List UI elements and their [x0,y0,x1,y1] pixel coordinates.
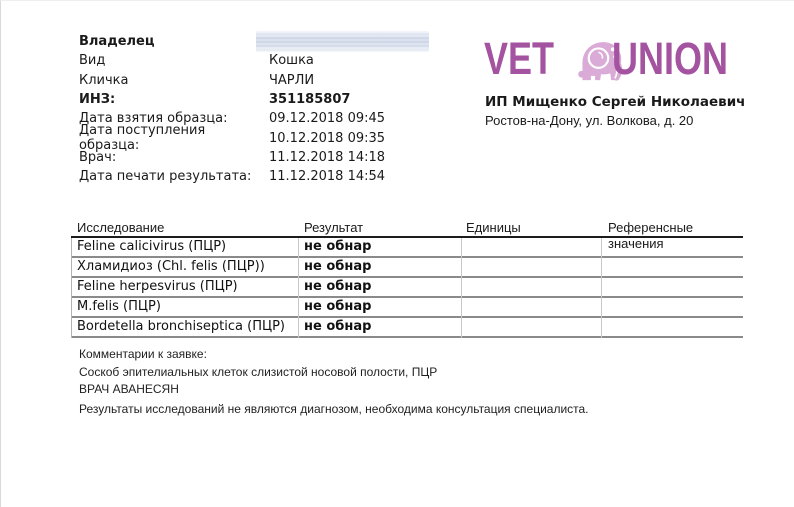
table-vline [298,238,299,338]
pet-name-label: Кличка [79,72,129,88]
doctor-label: Врач: [79,149,117,165]
comments-line-sample: Соскоб эпителиальных клеток слизистой носовой полости, ПЦР [79,364,438,379]
info-row-owner [79,32,442,51]
info-row-doctor [79,148,442,167]
col-header-units: Единицы [466,220,521,235]
info-row-sample-received [79,123,442,154]
disclaimer-text: Результаты исследований не являются диагнозом, необходима консультация специалиста. [79,402,589,416]
inz-value: 351185807 [269,92,351,108]
sample-received-value: 10.12.2018 09:35 [269,130,386,146]
col-header-result: Результат [304,220,364,235]
logo-word-vet: VET [484,33,555,84]
test-units [461,258,601,276]
test-units [461,298,601,316]
test-result: не обнар [304,239,372,254]
test-result: не обнар [304,259,372,274]
col-header-reference: Референсные значения [608,220,694,251]
sample-taken-label: Дата взятия образца: [79,111,228,127]
info-row-print-date [79,167,442,186]
table-vline [461,238,462,338]
col-header-test: Исследование [77,220,165,235]
doctor-value: 11.12.2018 14:18 [269,149,386,165]
table-row [71,278,743,298]
table-row [71,298,743,318]
vet-union-logo [484,35,757,83]
results-table [71,220,743,338]
print-date-label: Дата печати результата: [79,169,252,185]
table-row [71,318,743,338]
clinic-name: ИП Мищенко Сергей Николаевич [485,94,746,110]
test-units [461,238,601,256]
logo-word-union: UNION [611,33,728,84]
sample-received-label: Дата поступления образца: [79,123,206,154]
test-reference [601,298,743,316]
inz-label: ИНЗ: [79,92,116,108]
print-date-value: 11.12.2018 14:54 [269,169,386,185]
test-reference [601,238,743,256]
info-row-pet-name [79,71,442,90]
test-name: M.felis (ПЦР) [77,299,161,314]
test-name: Хламидиоз (Chl. felis (ПЦР)) [77,259,265,274]
sample-taken-value: 09.12.2018 09:45 [269,111,386,127]
info-row-inz [79,90,442,109]
comments-block [79,346,437,399]
table-vline [601,238,602,338]
info-row-species [79,51,442,70]
table-row [71,258,743,278]
owner-value [269,31,442,52]
owner-label: Владелец [79,34,155,50]
results-table-body [71,238,743,338]
test-reference [601,318,743,336]
test-reference [601,258,743,276]
test-units [461,278,601,296]
test-result: не обнар [304,279,372,294]
test-name: Feline calicivirus (ПЦР) [77,239,227,254]
test-name: Bordetella bronchiseptica (ПЦР) [77,319,285,334]
species-value: Кошка [269,53,314,69]
test-units [461,318,601,336]
clinic-address: Ростов-на-Дону, ул. Волкова, д. 20 [485,113,694,128]
pet-name-value: ЧАРЛИ [269,72,315,88]
comments-title: Комментарии к заявке: [79,347,207,361]
table-row [71,238,743,258]
owner-value-redacted [256,31,429,52]
test-reference [601,278,743,296]
test-name: Feline herpesvirus (ПЦР) [77,279,238,294]
test-result: не обнар [304,299,372,314]
table-vline [71,238,72,338]
patient-info-block [79,32,442,186]
comments-line-doctor: ВРАЧ АВАНЕСЯН [79,382,179,396]
species-label: Вид [79,53,106,69]
test-result: не обнар [304,319,372,334]
